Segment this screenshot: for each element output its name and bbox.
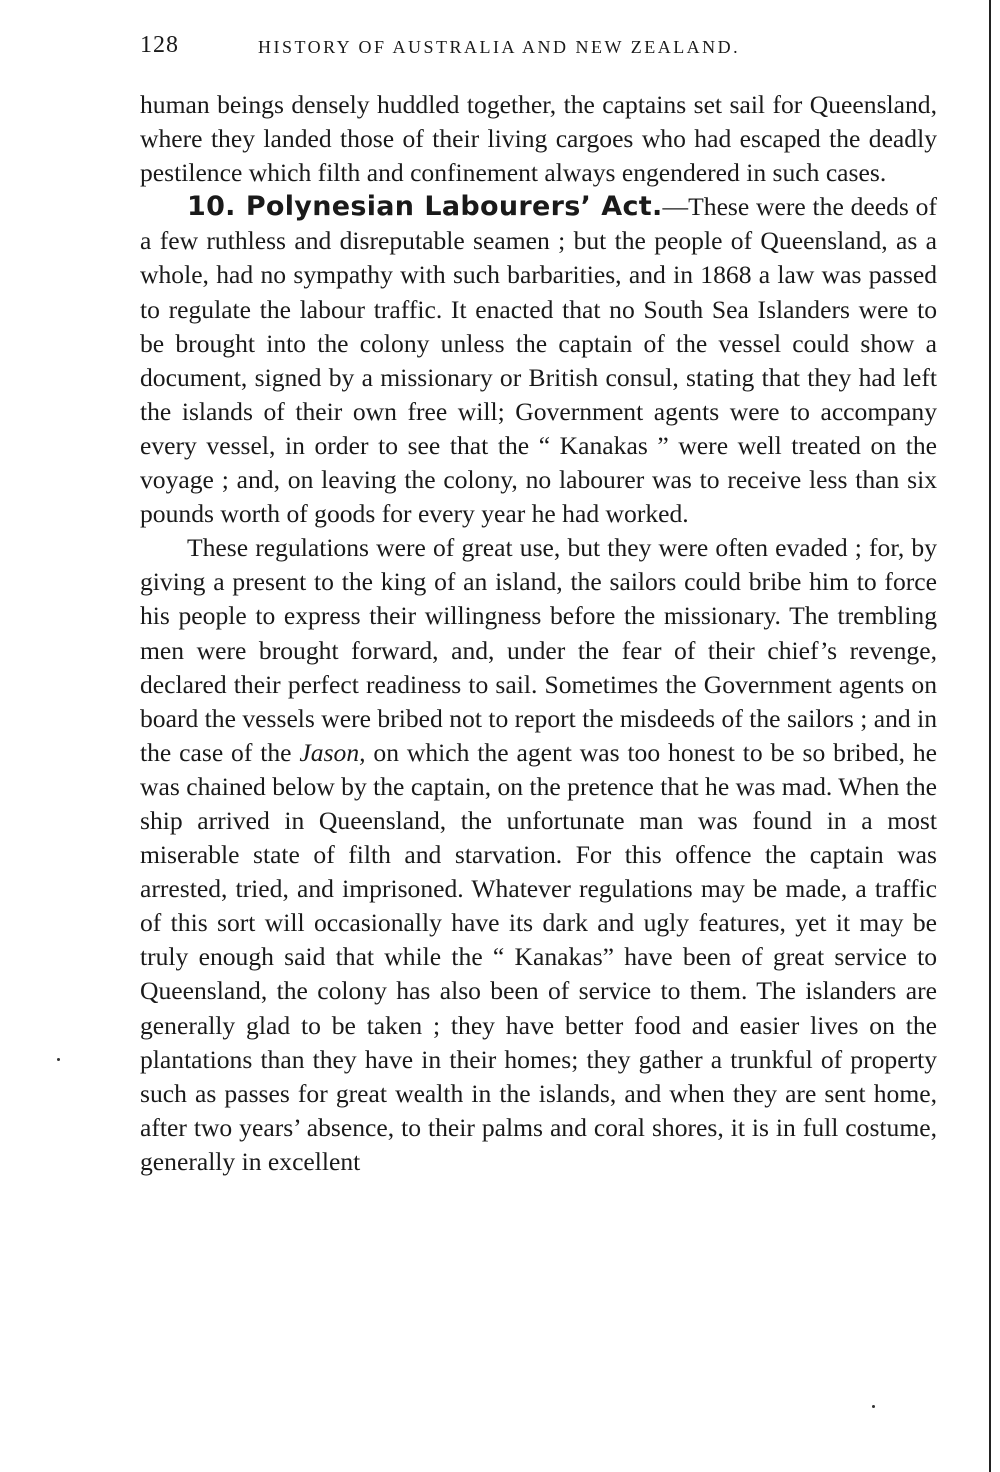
section-heading: 10. Polynesian Labourers’ Act. xyxy=(187,191,663,223)
paragraph-text-after-ship: on which the agent was too honest to be so bribed, he was chained below by the captain, on the pretence that he was mad. When the ship arrived in Queensland, the unfortunate man was found in a most miserable state of filth and starvation. For this offence the captain was arrested, tried, and imprisoned. Whatever regulations may be made, a traffic of this sort will occasionally have its dark and ugly features, yet it may be truly enough said that while the “ Kanakas” have been of great service to Queensland, the colony has also been of service to them. The islanders are generally glad to be taken ; they have better food and easier lives on the plantations than they have in their homes; they gather a trunkful of property such as passes for great wealth in the islands, and when they are sent home, after two years’ absence, to their palms and coral shores, it is in full costume, generally in excellent xyxy=(140,737,938,1176)
section-text: —These were the deeds of a few ruthless and disreputable seamen ; but the people of Queensland, as a whole, had no sympathy with such barbarities, and in 1868 a law was passed to regulate the labour traffic. It enacted that no South Sea Islanders were to be brought into the colony unless the captain of the vessel could show a document, signed by a missionary or British consul, stating that they had left the islands of their own free will; Government agents were to accompany every vessel, in order to see that the “ Kanakas ” were well treated on the voyage ; and, on leaving the colony, no labourer was to receive less than six pounds worth of goods for every year he had worked. xyxy=(140,192,937,529)
ship-name: Jason, xyxy=(299,737,366,767)
page-number: 128 xyxy=(140,32,179,58)
page-body xyxy=(140,88,937,1179)
scan-speck xyxy=(872,1405,875,1408)
paragraph-continuation: human beings densely huddled together, the captains set sail for Queensland, where they landed those of their living cargoes who had escaped the deadly pestilence which filth and confinement always engendered in such cases. xyxy=(140,90,937,188)
section-paragraph xyxy=(140,190,937,531)
page-header xyxy=(140,30,940,70)
page-edge-line xyxy=(989,0,991,1472)
paragraph-text-before-ship: These regulations were of great use, but they were often evaded ; for, by giving a present to the king of an island, the sailors could bribe him to force his people to express their willingness before the missionary. The trembling men were brought forward, and, under the fear of their chief’s revenge, declared their perfect readiness to sail. Sometimes the Government agents on board the vessels were bribed not to report the misdeeds of the sailors ; and in the case of the xyxy=(140,533,937,767)
scan-speck xyxy=(57,1058,60,1061)
paragraph-regulations xyxy=(140,531,937,1179)
running-title: HISTORY OF AUSTRALIA AND NEW ZEALAND. xyxy=(258,37,741,57)
